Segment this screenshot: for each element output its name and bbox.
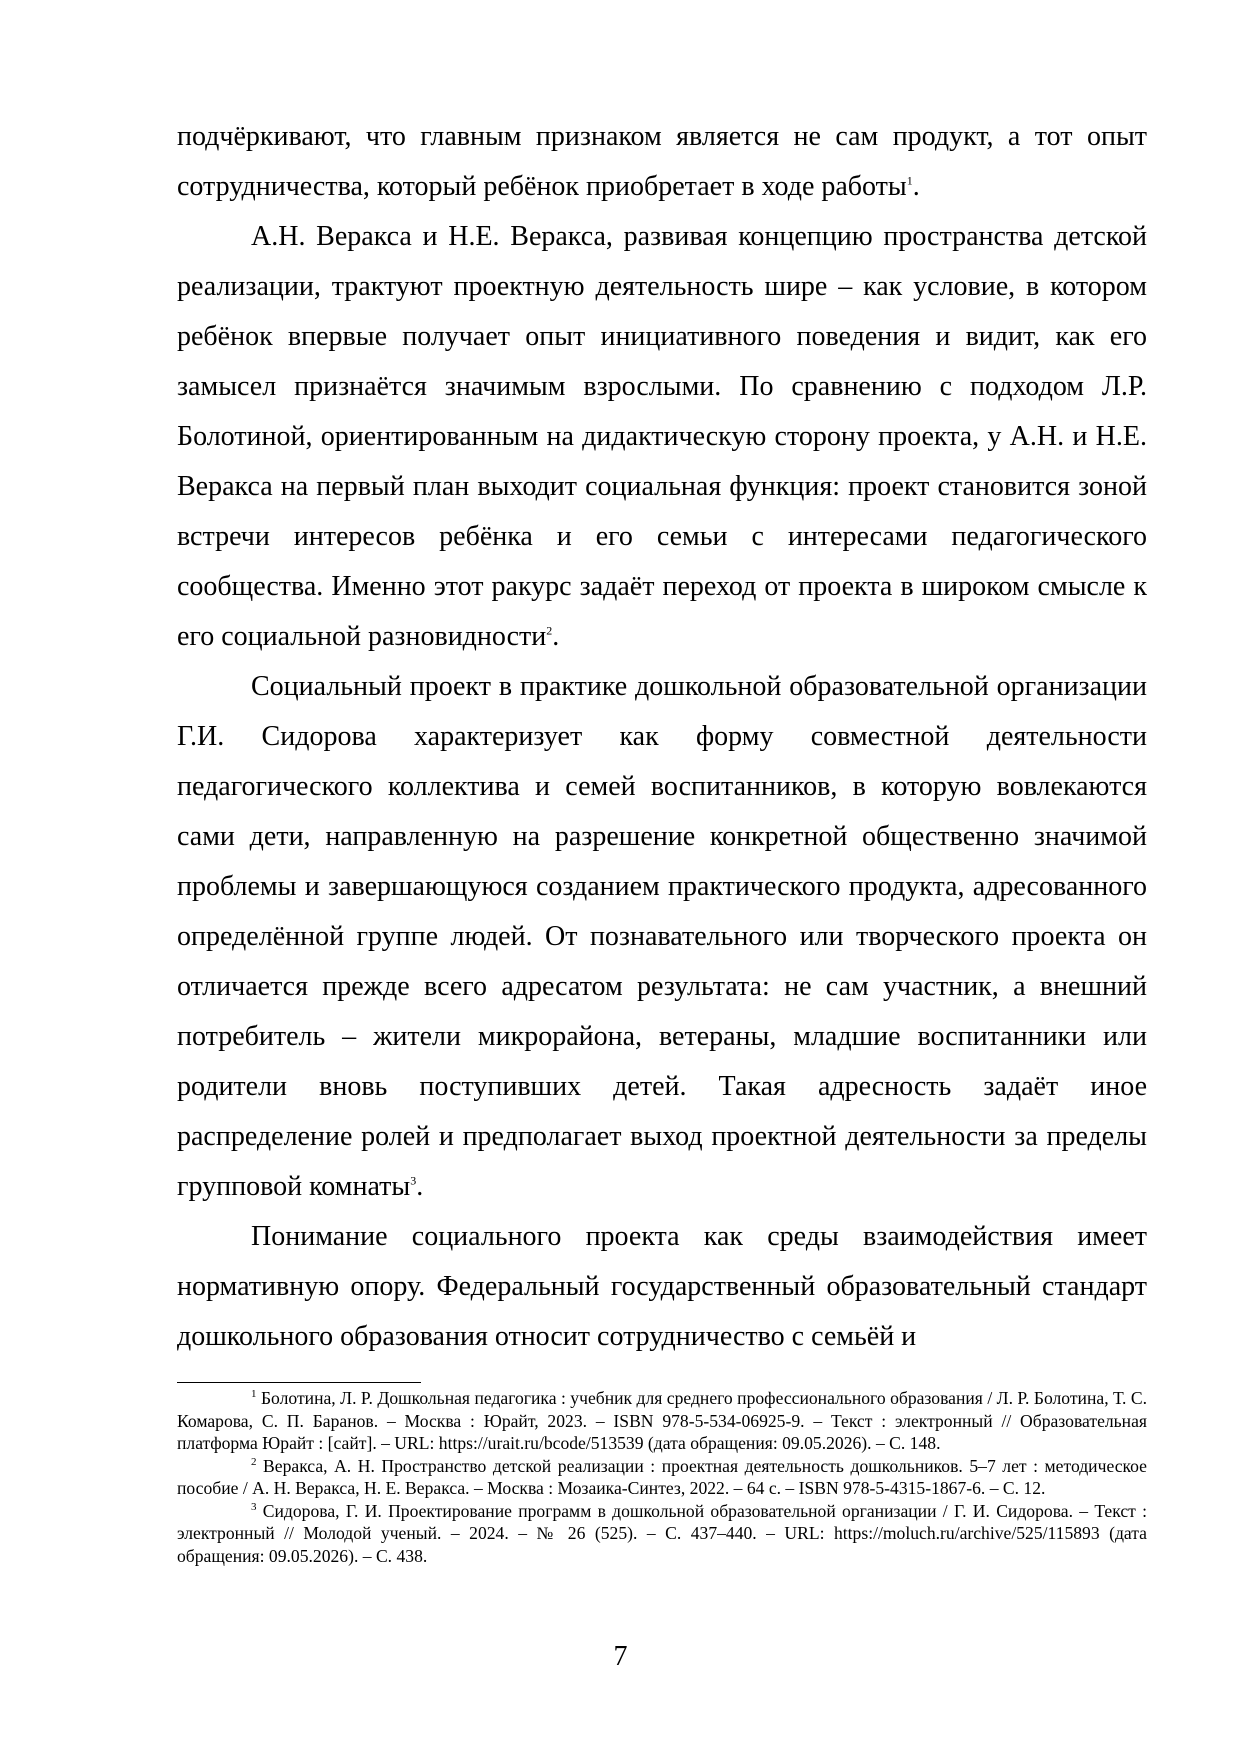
footnote-ref-3[interactable]: 3 (410, 1173, 417, 1188)
paragraph-2-text: А.Н. Веракса и Н.Е. Веракса, развивая концепцию пространства детской реализации, трактуют проектную деятельность шире – как условие, в котором ребёнок впервые получает опыт инициативного поведения и видит, как его замысел признаётся значимым взрослыми. По сравнению с подходом Л.Р. Болотиной, ориентированным на дидактическую сторону проекта, у А.Н. и Н.Е. Веракса на первый план выходит социальная функция: проект становится зоной встречи интересов ребёнка и его семьи с интересами педагогического сообщества. Именно этот ракурс задаёт переход от проекта в широком смысле к его социальной разновидности (177, 221, 1147, 652)
footnote-ref-2[interactable]: 2 (546, 623, 553, 638)
footnote-3-text: Сидорова, Г. И. Проектирование программ в дошкольной образовательной организации / Г. И. Сидорова. – Текст : электронный // Молодой ученый. – 2024. – № 26 (525). – С. 437–440. – URL: https://moluch.ru/archive/525/115893 (дата обращения: 09.05.2026). – С. 438. (177, 1500, 1147, 1566)
footnote-ref-1[interactable]: 1 (906, 173, 913, 188)
footnote-3 (177, 1500, 1147, 1568)
paragraph-3-end: . (416, 1171, 424, 1202)
body-text (177, 112, 1147, 1362)
footnotes (177, 1387, 1147, 1567)
paragraph-1-text: подчёркивают, что главным признаком является не сам продукт, а тот опыт сотрудничества, который ребёнок приобретает в ходе работы (177, 121, 1147, 202)
paragraph-4-text: Понимание социального проекта как среды взаимодействия имеет нормативную опору. Федеральный государственный образовательный стандарт дошкольного образования относит сотрудничество с семьёй и (177, 1221, 1147, 1352)
footnote-mark-3: 3 (251, 1500, 257, 1513)
paragraph-2-end: . (552, 621, 560, 652)
paragraph-2 (177, 212, 1147, 662)
footnote-separator (177, 1382, 421, 1383)
footnote-1-text: Болотина, Л. Р. Дошкольная педагогика : учебник для среднего профессионального образования / Л. Р. Болотина, Т. С. Комарова, С. П. Баранов. – Москва : Юрайт, 2023. – ISBN 978-5-534-06925-9. – Текст : электронный // Образовательная платформа Юрайт : [сайт]. – URL: https://urait.ru/bcode/513539 (дата обращения: 09.05.2026). – С. 148. (177, 1388, 1147, 1453)
paragraph-1 (177, 112, 1147, 212)
page-number: 7 (613, 1641, 628, 1672)
paragraph-3 (177, 662, 1147, 1212)
footnote-mark-2: 2 (251, 1455, 257, 1468)
paragraph-4 (177, 1212, 1147, 1362)
paragraph-1-end: . (912, 171, 920, 202)
footnote-2 (177, 1455, 1147, 1500)
footnote-1 (177, 1387, 1147, 1455)
paragraph-3-text: Социальный проект в практике дошкольной образовательной организации Г.И. Сидорова характеризует как форму совместной деятельности педагогического коллектива и семей воспитанников, в которую вовлекаются сами дети, направленную на разрешение конкретной общественно значимой проблемы и завершающуюся созданием практического продукта, адресованного определённой группе людей. От познавательного или творческого проекта он отличается прежде всего адресатом результата: не сам участник, а внешний потребитель – жители микрорайона, ветераны, младшие воспитанники или родители вновь поступивших детей. Такая адресность задаёт иное распределение ролей и предполагает выход проектной деятельности за пределы групповой комнаты (177, 671, 1147, 1202)
footnote-2-text: Веракса, А. Н. Пространство детской реализации : проектная деятельность дошкольников. 5–7 лет : методическое пособие / А. Н. Веракса, Н. Е. Веракса. – Москва : Мозаика-Синтез, 2022. – 64 с. – ISBN 978-5-4315-1867-6. – С. 12. (177, 1455, 1147, 1498)
footnote-mark-1: 1 (251, 1388, 257, 1401)
